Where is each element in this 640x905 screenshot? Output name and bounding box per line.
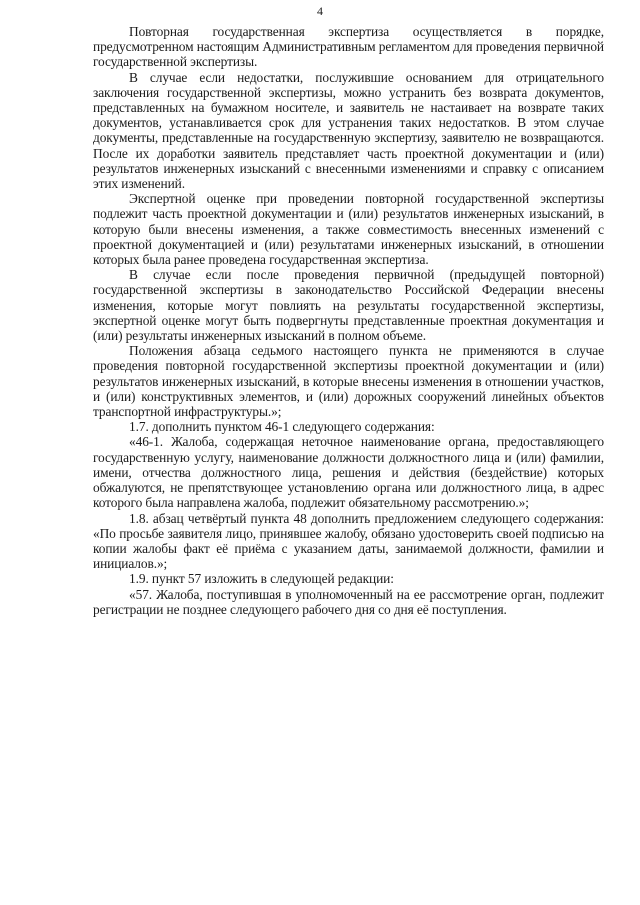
paragraph-expert-evaluation: Экспертной оценке при проведении повторной государственной экспертизы подлежит часть проектной документации и (или) результатов инженерных изысканий, в которую были внесены изменения, а также совместимость внесенных изменений с проектной документацией и (или) результатами инженерных изысканий, в отношении которых была ранее проведена государственная экспертиза. xyxy=(93,191,604,268)
paragraph-clause-57: «57. Жалоба, поступившая в уполномоченный на ее рассмотрение орган, подлежит регистрации не позднее следующего рабочего дня со дня её поступления. xyxy=(93,586,604,617)
paragraph-deficiencies: В случае если недостатки, послужившие основанием для отрицательного заключения государственной экспертизы, можно устранить без возврата документов, представленных на бумажном носителе, и заявитель не настаивает на возврате таких документов, устанавливается срок для устранения таких недостатков. В этом случае документы, представленные на государственную экспертизу, заявителю не возвращаются. После их доработки заявитель представляет часть проектной документации и (или) результатов инженерных изысканий с внесенными изменениями и справку с описанием этих изменений. xyxy=(93,69,604,192)
document-body xyxy=(93,24,604,617)
page-number: 4 xyxy=(317,4,323,18)
paragraph-item-1-8: 1.8. абзац четвёртый пункта 48 дополнить предложением следующего содержания: «По просьбе заявителя лицо, принявшее жалобу, обязано удостоверить своей подписью на копии жалобы факт её приёма с указанием даты, занимаемой должности, фамилии и инициалов.»; xyxy=(93,510,604,572)
paragraph-legislation-changes: В случае если после проведения первичной (предыдущей повторной) государственной экспертизы в законодательство Российской Федерации внесены изменения, которые могут повлиять на результаты государственной экспертизы, экспертной оценке могут быть подвергнуты представленные проектная документация и (или) результаты инженерных изысканий в полном объеме. xyxy=(93,267,604,344)
paragraph-clause-46-1: «46-1. Жалоба, содержащая неточное наименование органа, предоставляющего государственную услугу, наименование должности должностного лица и (или) фамилии, имени, отчества должностного лица, решения и действия (бездействие) которых обжалуются, не препятствующее установлению органа или должностного лица, в адрес которого была направлена жалоба, подлежит обязательному рассмотрению.»; xyxy=(93,434,604,511)
paragraph-item-1-7: 1.7. дополнить пунктом 46-1 следующего содержания: xyxy=(129,419,435,435)
paragraph-seventh-clause-exception: Положения абзаца седьмого настоящего пункта не применяются в случае проведения повторной государственной экспертизы проектной документации и (или) результатов инженерных изысканий, в которые внесены изменения в отношении участков, и (или) конструктивных элементов, и (или) дорожных сооружений линейных объектов транспортной инфраструктуры.»; xyxy=(93,343,604,420)
paragraph-repeat-expertise: Повторная государственная экспертиза осуществляется в порядке, предусмотренном настоящим Административным регламентом для проведения первичной государственной экспертизы. xyxy=(93,24,604,70)
paragraph-item-1-9: 1.9. пункт 57 изложить в следующей редакции: xyxy=(129,571,394,587)
